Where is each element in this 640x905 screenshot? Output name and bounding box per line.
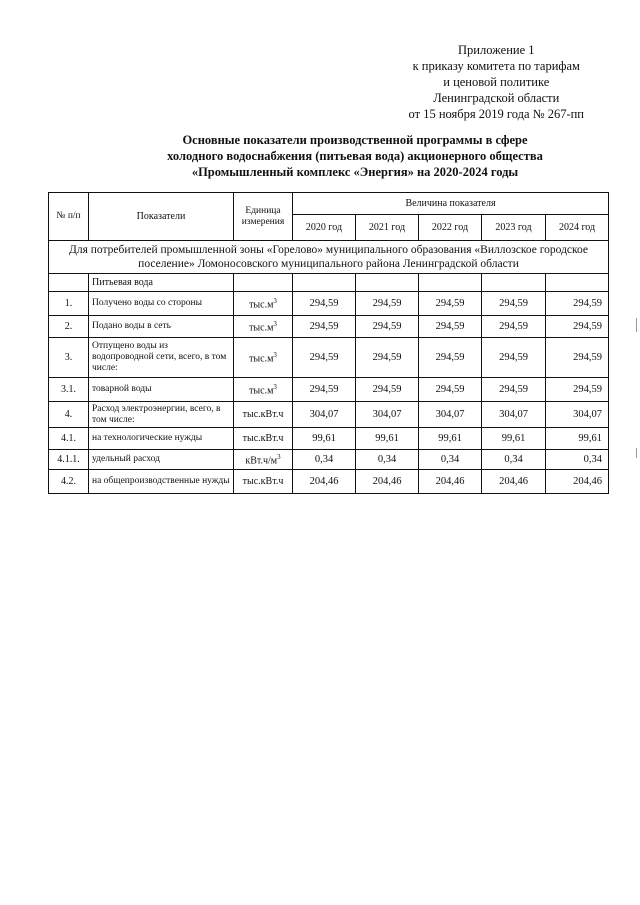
subsection-label: Питьевая вода bbox=[89, 274, 234, 292]
value-cell: 304,07 bbox=[419, 402, 482, 428]
empty-cell bbox=[234, 274, 293, 292]
row-unit bbox=[234, 316, 293, 338]
unit-superscript: 3 bbox=[277, 452, 281, 461]
empty-cell bbox=[293, 274, 356, 292]
appendix-line: и ценовой политике bbox=[443, 75, 550, 89]
value-cell: 204,46 bbox=[546, 470, 609, 494]
value-cell: 0,34 bbox=[356, 450, 419, 470]
row-indicator-name: на общепроизводственные нужды bbox=[89, 470, 234, 494]
value-cell: 204,46 bbox=[419, 470, 482, 494]
table-row bbox=[49, 450, 609, 470]
scan-edge-mark bbox=[636, 448, 637, 458]
value-cell: 294,59 bbox=[293, 378, 356, 402]
header-year: 2024 год bbox=[546, 215, 609, 241]
value-cell: 204,46 bbox=[482, 470, 546, 494]
empty-cell bbox=[49, 274, 89, 292]
unit-superscript: 3 bbox=[273, 319, 277, 328]
header-year: 2023 год bbox=[482, 215, 546, 241]
value-cell: 304,07 bbox=[293, 402, 356, 428]
unit-label: тыс.кВт.ч bbox=[242, 409, 284, 420]
title-line: «Промышленный комплекс «Энергия» на 2020-2024 годы bbox=[191, 165, 519, 179]
value-cell: 0,34 bbox=[419, 450, 482, 470]
row-number: 4.1. bbox=[49, 428, 89, 450]
empty-cell bbox=[356, 274, 419, 292]
row-number: 1. bbox=[49, 292, 89, 316]
unit-superscript: 3 bbox=[273, 350, 277, 359]
header-year: 2021 год bbox=[356, 215, 419, 241]
value-cell: 304,07 bbox=[546, 402, 609, 428]
value-cell: 0,34 bbox=[482, 450, 546, 470]
row-indicator-name: Отпущено воды из водопроводной сети, всего, в том числе: bbox=[89, 338, 234, 378]
row-unit bbox=[234, 470, 293, 494]
value-cell: 294,59 bbox=[356, 338, 419, 378]
value-cell: 294,59 bbox=[419, 338, 482, 378]
appendix-line: к приказу комитета по тарифам bbox=[412, 59, 580, 73]
unit-superscript: 3 bbox=[273, 296, 277, 305]
unit-label: тыс.кВт.ч bbox=[242, 433, 284, 444]
value-cell: 294,59 bbox=[419, 378, 482, 402]
indicators-table bbox=[48, 192, 609, 494]
value-cell: 294,59 bbox=[482, 316, 546, 338]
value-cell: 294,59 bbox=[546, 292, 609, 316]
value-cell: 294,59 bbox=[293, 292, 356, 316]
empty-cell bbox=[546, 274, 609, 292]
row-indicator-name: Подано воды в сеть bbox=[89, 316, 234, 338]
value-cell: 294,59 bbox=[356, 292, 419, 316]
row-unit bbox=[234, 292, 293, 316]
value-cell: 204,46 bbox=[293, 470, 356, 494]
row-indicator-name: на технологические нужды bbox=[89, 428, 234, 450]
row-number: 3.1. bbox=[49, 378, 89, 402]
appendix-line: Ленинградской области bbox=[433, 91, 560, 105]
appendix-header bbox=[409, 42, 584, 122]
unit-label: тыс.м bbox=[249, 353, 274, 365]
empty-cell bbox=[482, 274, 546, 292]
row-unit bbox=[234, 378, 293, 402]
table-row bbox=[49, 316, 609, 338]
header-unit: Единица измерения bbox=[234, 193, 293, 241]
row-number: 3. bbox=[49, 338, 89, 378]
value-cell: 294,59 bbox=[356, 378, 419, 402]
unit-label: тыс.м bbox=[249, 299, 274, 311]
unit-superscript: 3 bbox=[273, 382, 277, 391]
value-cell: 204,46 bbox=[356, 470, 419, 494]
value-cell: 294,59 bbox=[293, 338, 356, 378]
appendix-line: от 15 ноября 2019 года № 267-пп bbox=[408, 107, 584, 121]
value-cell: 99,61 bbox=[293, 428, 356, 450]
value-cell: 0,34 bbox=[293, 450, 356, 470]
row-number: 4.2. bbox=[49, 470, 89, 494]
value-cell: 0,34 bbox=[546, 450, 609, 470]
appendix-line: Приложение 1 bbox=[458, 43, 535, 57]
header-value-group: Величина показателя bbox=[293, 193, 609, 215]
row-unit bbox=[234, 402, 293, 428]
value-cell: 99,61 bbox=[419, 428, 482, 450]
value-cell: 294,59 bbox=[356, 316, 419, 338]
header-num: № п/п bbox=[49, 193, 89, 241]
title-line: Основные показатели производственной программы в сфере bbox=[182, 133, 528, 147]
value-cell: 294,59 bbox=[546, 316, 609, 338]
table-row bbox=[49, 338, 609, 378]
value-cell: 294,59 bbox=[419, 292, 482, 316]
row-unit bbox=[234, 450, 293, 470]
value-cell: 294,59 bbox=[482, 378, 546, 402]
section-heading: Для потребителей промышленной зоны «Горелово» муниципального образования «Виллозское городское поселение» Ломоносовского муниципального района Ленинградской области bbox=[49, 241, 609, 274]
row-indicator-name: Расход электроэнергии, всего, в том числе: bbox=[89, 402, 234, 428]
unit-label: кВт.ч/м bbox=[245, 455, 278, 467]
row-number: 4. bbox=[49, 402, 89, 428]
row-unit bbox=[234, 338, 293, 378]
value-cell: 294,59 bbox=[482, 292, 546, 316]
value-cell: 99,61 bbox=[482, 428, 546, 450]
header-year: 2020 год bbox=[293, 215, 356, 241]
row-indicator-name: удельный расход bbox=[89, 450, 234, 470]
table-row bbox=[49, 292, 609, 316]
row-number: 2. bbox=[49, 316, 89, 338]
header-year: 2022 год bbox=[419, 215, 482, 241]
value-cell: 99,61 bbox=[546, 428, 609, 450]
row-indicator-name: Получено воды со стороны bbox=[89, 292, 234, 316]
table-row bbox=[49, 378, 609, 402]
document-title bbox=[60, 132, 640, 180]
table-row bbox=[49, 402, 609, 428]
header-indicators: Показатели bbox=[89, 193, 234, 241]
table-row bbox=[49, 470, 609, 494]
value-cell: 294,59 bbox=[293, 316, 356, 338]
row-unit bbox=[234, 428, 293, 450]
row-number: 4.1.1. bbox=[49, 450, 89, 470]
value-cell: 294,59 bbox=[482, 338, 546, 378]
empty-cell bbox=[419, 274, 482, 292]
value-cell: 294,59 bbox=[546, 338, 609, 378]
value-cell: 294,59 bbox=[419, 316, 482, 338]
row-indicator-name: товарной воды bbox=[89, 378, 234, 402]
value-cell: 99,61 bbox=[356, 428, 419, 450]
value-cell: 304,07 bbox=[356, 402, 419, 428]
unit-label: тыс.м bbox=[249, 322, 274, 334]
unit-label: тыс.кВт.ч bbox=[242, 476, 284, 487]
scan-edge-mark bbox=[636, 318, 637, 332]
value-cell: 304,07 bbox=[482, 402, 546, 428]
unit-label: тыс.м bbox=[249, 385, 274, 397]
value-cell: 294,59 bbox=[546, 378, 609, 402]
title-line: холодного водоснабжения (питьевая вода) акционерного общества bbox=[167, 149, 543, 163]
table-row bbox=[49, 428, 609, 450]
